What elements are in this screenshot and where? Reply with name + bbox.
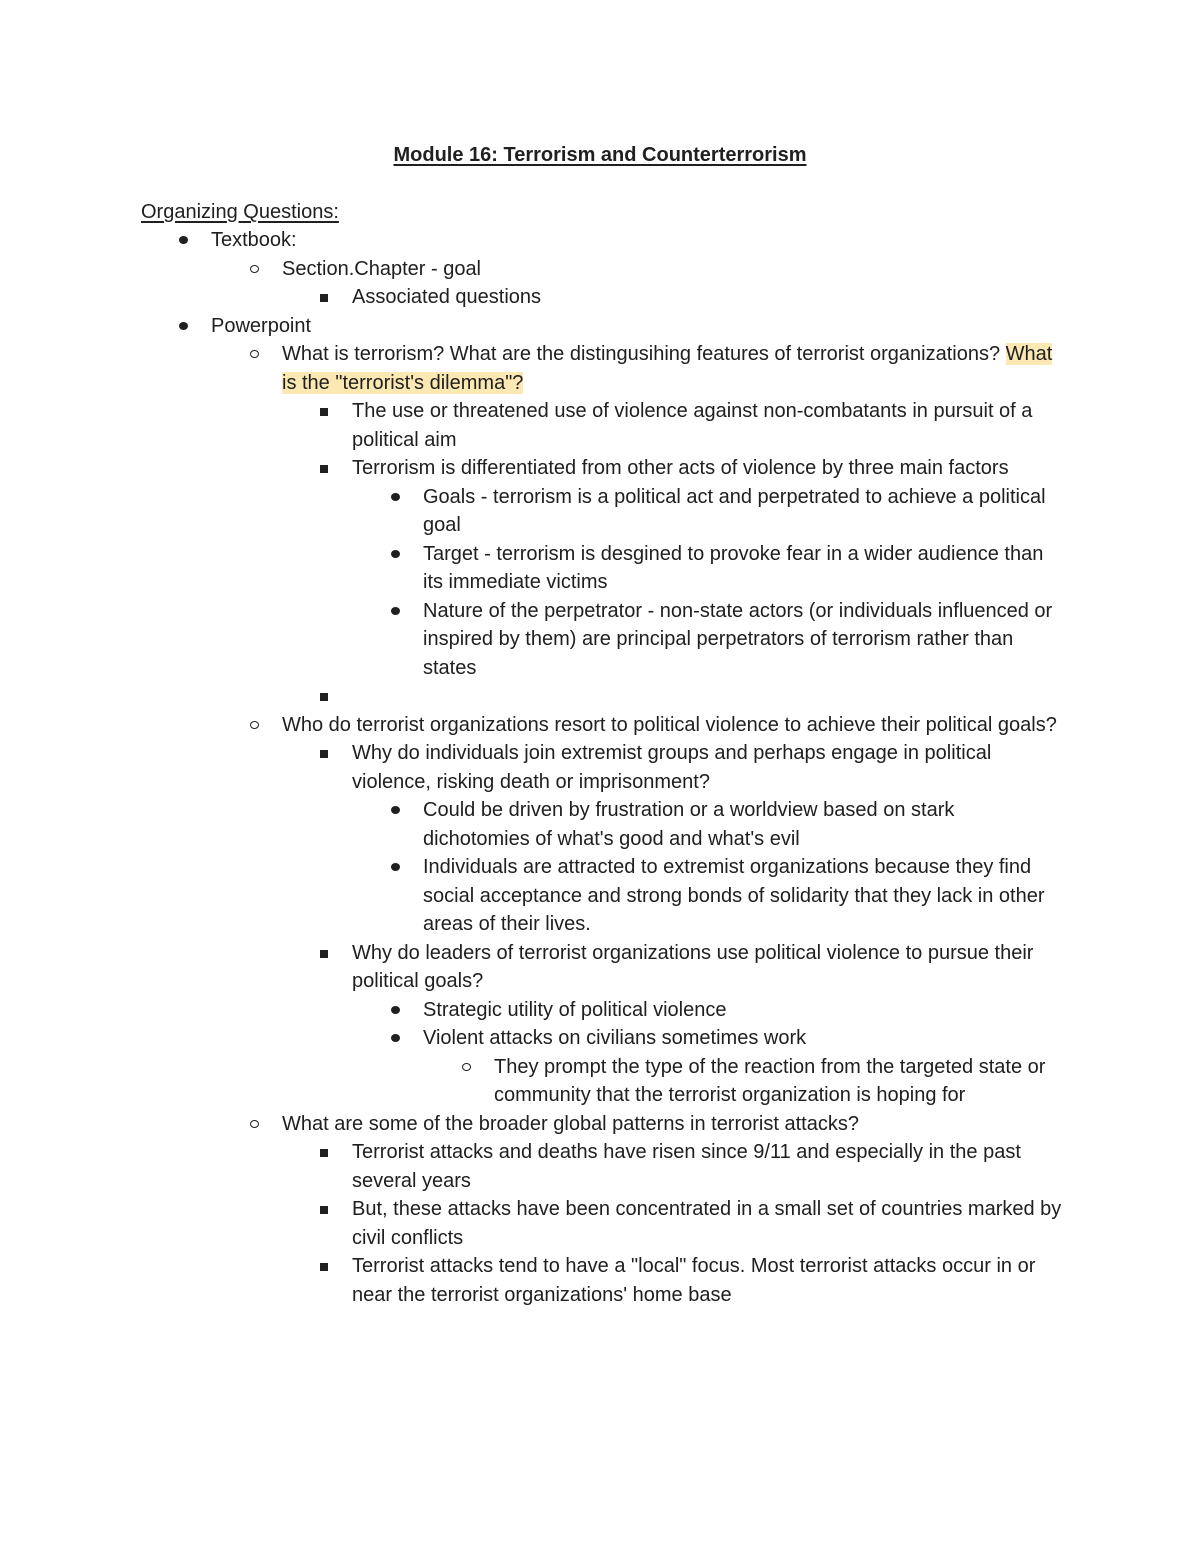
list-item-attacks-risen (352, 1138, 1062, 1195)
list-item-text: Terrorist attacks tend to have a "local" focus. Most terrorist attacks occur in or near the terrorist organizations' home base (352, 1255, 1036, 1306)
square-bullet-icon (315, 739, 335, 768)
list-item-prompt-reaction (494, 1053, 1064, 1110)
square-bullet-icon (315, 283, 335, 312)
list-item-text: Why do individuals join extremist groups and perhaps engage in political violence, risking death or imprisonment? (352, 742, 992, 793)
circle-bullet-icon (245, 1110, 265, 1139)
list-item-text: The use or threatened use of violence against non-combatants in pursuit of a political aim (352, 400, 1033, 451)
circle-bullet-icon (245, 255, 265, 284)
list-item-text: They prompt the type of the reaction from the targeted state or community that the terrorist organization is hoping for (494, 1055, 1046, 1106)
list-item-text: Section.Chapter - goal (282, 257, 482, 280)
list-item-why-individuals (352, 739, 1062, 796)
list-item-text: Violent attacks on civilians sometimes work (423, 1027, 807, 1049)
highlighted-question-text: What is the "terrorist's dilemma"? (282, 343, 1053, 394)
list-item-attacks-work (423, 1024, 1063, 1053)
list-item-local-focus (352, 1252, 1062, 1309)
disc-bullet-icon (386, 1024, 406, 1053)
list-item-text: What are some of the broader global patterns in terrorist attacks? (282, 1112, 859, 1135)
list-item-factor-target (423, 540, 1063, 597)
circle-bullet-icon (245, 711, 265, 740)
list-item-definition (352, 397, 1062, 454)
list-item-textbook (211, 226, 1071, 255)
disc-bullet-icon (386, 483, 406, 512)
document-title: Module 16: Terrorism and Counterterrorism (393, 144, 807, 166)
list-item-text (282, 340, 1062, 397)
section-heading: Organizing Questions: (141, 201, 339, 223)
square-bullet-icon (315, 397, 335, 426)
list-item-text: Individuals are attracted to extremist organizations because they find social acceptance and strong bonds of solidarity that they lack in other areas of their lives. (423, 856, 1045, 935)
circle-bullet-icon (457, 1053, 477, 1082)
square-bullet-icon (315, 454, 335, 483)
circle-bullet-icon (245, 340, 265, 369)
list-item-concentrated (352, 1195, 1062, 1252)
list-item-frustration (423, 796, 1063, 853)
list-item-section-chapter (282, 255, 1062, 284)
list-item-factor-perpetrator (423, 597, 1063, 683)
list-item-text: Strategic utility of political violence (423, 998, 727, 1021)
list-item-text: Powerpoint (211, 314, 312, 337)
list-item-text: But, these attacks have been concentrated in a small set of countries marked by civil conflicts (352, 1198, 1062, 1249)
list-item-empty (352, 682, 1062, 711)
list-item-question-1 (282, 340, 1062, 397)
list-item-text: Goals - terrorism is a political act and perpetrated to achieve a political goal (423, 485, 1046, 536)
square-bullet-icon (315, 939, 335, 968)
disc-bullet-icon (386, 853, 406, 882)
list-item-text: Target - terrorism is desgined to provoke fear in a wider audience than its immediate victims (423, 542, 1044, 593)
list-item-text: Could be driven by frustration or a worldview based on stark dichotomies of what's good and what's evil (423, 799, 955, 850)
list-item-factor-goals (423, 483, 1063, 540)
square-bullet-icon (315, 682, 335, 711)
list-item-text: Associated questions (352, 286, 542, 308)
list-item-text: Textbook: (211, 229, 297, 251)
disc-bullet-icon (386, 796, 406, 825)
disc-bullet-icon (386, 597, 406, 626)
square-bullet-icon (315, 1138, 335, 1167)
square-bullet-icon (315, 1252, 335, 1281)
list-item-powerpoint (211, 312, 1071, 341)
list-item-associated-questions (352, 283, 1062, 312)
list-item-social-acceptance (423, 853, 1063, 939)
list-item-question-2 (282, 711, 1062, 740)
list-item-text: Nature of the perpetrator - non-state actors (or individuals influenced or inspired by them) are principal perpetrators of terrorism rather than states (423, 599, 1053, 679)
organizing-questions-outline (0, 226, 1200, 1309)
list-item-question-3 (282, 1110, 1062, 1139)
list-item-text: Who do terrorist organizations resort to political violence to achieve their political goals? (282, 713, 1057, 736)
list-item-text: Why do leaders of terrorist organizations use political violence to pursue their political goals? (352, 941, 1034, 992)
disc-bullet-icon (386, 996, 406, 1025)
list-item-why-leaders (352, 939, 1062, 996)
list-item-strategic-utility (423, 996, 1063, 1025)
question-text: What is terrorism? What are the distingusihing features of terrorist organizations? (282, 343, 1001, 365)
list-item-differentiation (352, 454, 1062, 483)
disc-bullet-icon (386, 540, 406, 569)
list-item-text: Terrorist attacks and deaths have risen since 9/11 and especially in the past several years (352, 1141, 1021, 1192)
disc-bullet-icon (174, 226, 194, 255)
disc-bullet-icon (174, 312, 194, 341)
list-item-text: Terrorism is differentiated from other acts of violence by three main factors (352, 457, 1009, 479)
square-bullet-icon (315, 1195, 335, 1224)
